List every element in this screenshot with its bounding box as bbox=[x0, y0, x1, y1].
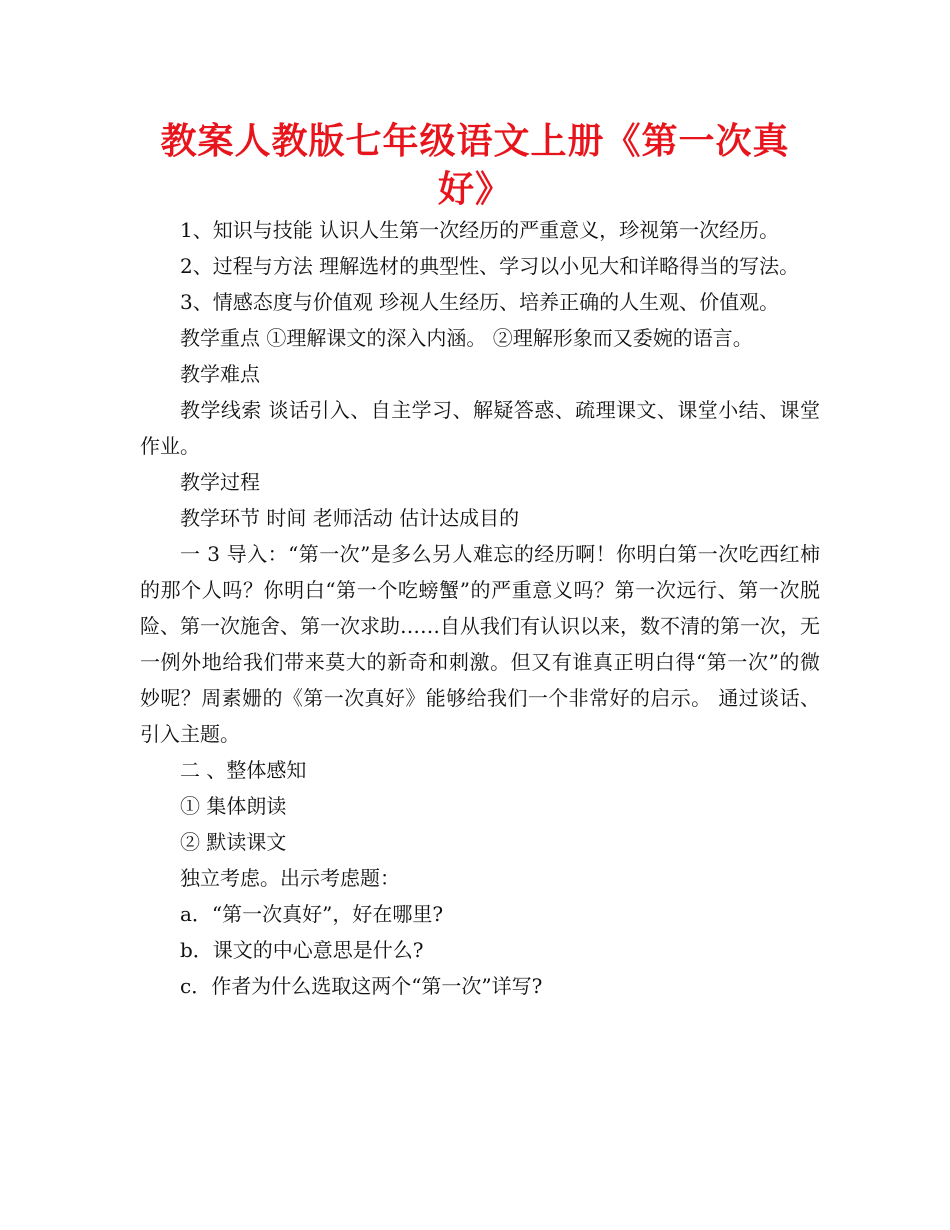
section-two-heading: 二 、整体感知 bbox=[180, 758, 307, 782]
teaching-difficulty: 教学难点 bbox=[180, 362, 260, 386]
teaching-process-heading: 教学过程 bbox=[180, 470, 260, 494]
question-a: a．“第一次真好”，好在哪里? bbox=[180, 902, 444, 926]
document-body bbox=[140, 212, 820, 1004]
teaching-focus: 教学重点 ①理解课文的深入内涵。 ②理解形象而又委婉的语言。 bbox=[180, 326, 753, 350]
step-silent-reading: ② 默读课文 bbox=[180, 830, 287, 854]
table-header-line: 教学环节 时间 老师活动 估计达成目的 bbox=[180, 506, 520, 530]
independent-thinking: 独立考虑。出示考虑题： bbox=[180, 866, 400, 890]
introduction-paragraph: 一 3 导入：“第一次”是多么另人难忘的经历啊！你明白第一次吃西红柿的那个人吗？你明白“第一个吃螃蟹”的严重意义吗？第一次远行、第一次脱险、第一次施舍、第一次求助……自从我们有认识以来，数不清的第一次，无一例外地给我们带来莫大的新奇和刺激。但又有谁真正明白得“第一次”的微妙呢？周素姗的《第一次真好》能够给我们一个非常好的启示。 通过谈话、引入主题。 bbox=[140, 542, 820, 746]
teaching-clue: 教学线索 谈话引入、自主学习、解疑答惑、疏理课文、课堂小结、课堂作业。 bbox=[140, 398, 820, 458]
document-title: 教案人教版七年级语文上册《第一次真好》 bbox=[160, 121, 790, 210]
question-c: c．作者为什么选取这两个“第一次”详写? bbox=[180, 974, 543, 998]
step-group-reading: ① 集体朗读 bbox=[180, 794, 287, 818]
question-b: b．课文的中心意思是什么? bbox=[180, 938, 424, 962]
objective-knowledge: 1、知识与技能 认识人生第一次经历的严重意义，珍视第一次经历。 bbox=[180, 218, 780, 242]
objective-process: 2、过程与方法 理解选材的典型性、学习以小见大和详略得当的写法。 bbox=[180, 254, 800, 278]
objective-emotion: 3、情感态度与价值观 珍视人生经历、培养正确的人生观、价值观。 bbox=[180, 290, 780, 314]
